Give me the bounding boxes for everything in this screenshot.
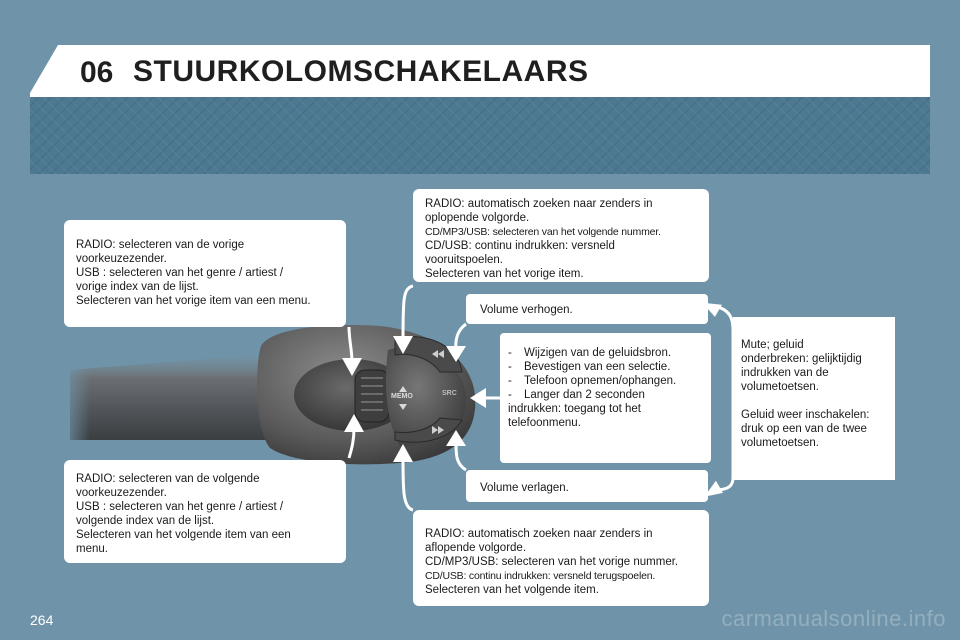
text-line: CD/MP3/USB: selecteren van het vorige nummer. <box>425 556 679 568</box>
text-line: voorkeuzezender. <box>76 253 167 265</box>
section-number: 06 <box>80 56 114 89</box>
text-line: Langer dan 2 seconden <box>524 389 645 401</box>
text-line: indrukken: toegang tot het <box>508 403 641 415</box>
text-line: CD/USB: continu indrukken: versneld <box>425 240 615 252</box>
callout-src-button <box>500 333 711 463</box>
arrow-top-center <box>403 286 413 340</box>
arrow-left-top <box>349 327 352 362</box>
callout-volume-up <box>466 294 708 324</box>
callout-seek-down <box>413 510 709 606</box>
bullet-item: - Bevestigen van een selectie. <box>508 361 671 373</box>
text-line: druk op een van de twee <box>741 423 867 435</box>
text-line: telefoonmenu. <box>508 417 581 429</box>
text-line: USB : selecteren van het genre / artiest / <box>76 267 284 279</box>
text-line: Volume verlagen. <box>480 482 569 494</box>
bullet-item: - Wijzigen van de geluidsbron. <box>508 347 672 359</box>
memo-label: MEMO <box>391 393 413 400</box>
text-line: vorige index van de lijst. <box>76 281 199 293</box>
callout-previous-preset <box>64 220 346 327</box>
text-line: RADIO: selecteren van de volgende <box>76 473 260 485</box>
text-line: onderbreken: gelijktijdig <box>741 353 862 365</box>
text-line: Wijzigen van de geluidsbron. <box>524 347 672 359</box>
text-line: RADIO: automatisch zoeken naar zenders in <box>425 528 653 540</box>
text-line: Mute; geluid <box>741 339 804 351</box>
text-line: RADIO: selecteren van de vorige <box>76 239 245 251</box>
text-line: CD/MP3/USB: selecteren van het volgende nummer. <box>425 226 661 238</box>
text-line: volumetoetsen. <box>741 381 819 393</box>
callout-mute <box>733 317 895 480</box>
text-line: indrukken van de <box>741 367 829 379</box>
callout-volume-down <box>466 470 708 502</box>
text-line: menu. <box>76 543 108 555</box>
text-line: oplopende volgorde. <box>425 212 530 224</box>
text-line: CD/USB: continu indrukken: versneld terugspoelen. <box>425 570 656 582</box>
text-line: aflopende volgorde. <box>425 542 527 554</box>
callout-next-preset <box>64 460 346 563</box>
text-line: voorkeuzezender. <box>76 487 167 499</box>
bullet-item: - Langer dan 2 seconden <box>508 389 645 401</box>
page-number: 264 <box>30 612 54 628</box>
text-line: Volume verhogen. <box>480 304 573 316</box>
text-line: RADIO: automatisch zoeken naar zenders in <box>425 198 653 210</box>
arrow-bottom-center <box>403 458 413 510</box>
arrow-right-bracket <box>715 306 733 490</box>
text-line: USB : selecteren van het genre / artiest / <box>76 501 284 513</box>
arrow-volume-down <box>456 442 466 470</box>
callout-seek-up <box>413 189 709 282</box>
text-line: Selecteren van het vorige item. <box>425 268 584 280</box>
arrow-left-bottom <box>349 428 354 458</box>
text-line: Selecteren van het volgende item van een <box>76 529 291 541</box>
bullet-item: - Telefoon opnemen/ophangen. <box>508 375 677 387</box>
src-label: SRC <box>442 390 457 397</box>
text-line: Bevestigen van een selectie. <box>524 361 671 373</box>
page-title: STUURKOLOMSCHAKELAARS <box>133 55 589 88</box>
text-line: Geluid weer inschakelen: <box>741 409 870 421</box>
text-line: Telefoon opnemen/ophangen. <box>524 375 677 387</box>
text-line: Selecteren van het volgende item. <box>425 584 599 596</box>
text-line: Selecteren van het vorige item van een menu. <box>76 295 311 307</box>
text-line: vooruitspoelen. <box>425 254 503 266</box>
text-line: volgende index van de lijst. <box>76 515 215 527</box>
text-line: volumetoetsen. <box>741 437 819 449</box>
watermark: carmanualsonline.info <box>721 606 946 631</box>
